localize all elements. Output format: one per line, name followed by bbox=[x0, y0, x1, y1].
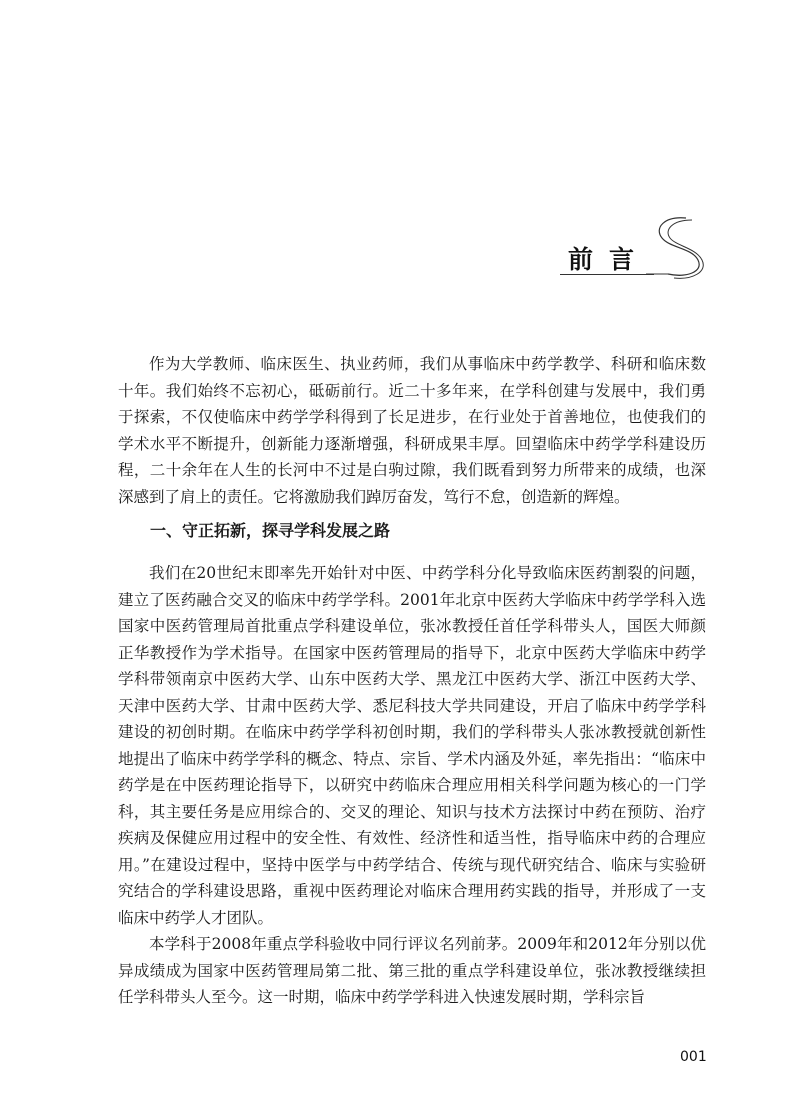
page-title: 前言 bbox=[568, 245, 651, 274]
paragraph-section1: 我们在20世纪末即率先开始针对中医、中药学科分化导致临床医药割裂的问题，建立了医药融合交叉的临床中药学学科。2001年北京中医药大学临床中药学学科入选国家中医药管理局首批重点学科建设单位，张冰教授任首任学科带头人，国医大师颜正华教授作为学术指导。在国家中医药管理局的指导下，北京中医药大学临床中药学学科带领南京中医药大学、山东中医药大学、黑龙江中医药大学、浙江中医药大学、天津中医药大学、甘肃中医药大学、悉尼科技大学共同建设，开启了临床中药学学科建设的初创时期。在临床中药学学科初创时期，我们的学科带头人张冰教授就创新性地提出了临床中药学学科的概念、特点、宗旨、学术内涵及外延，率先指出：“临床中药学是在中医药理论指导下，以研究中药临床合理应用相关科学问题为核心的一门学科，其主要任务是应用综合的、交叉的理论、知识与技术方法探讨中药在预防、治疗疾病及保健应用过程中的安全性、有效性、经济性和适当性，指导临床中药的合理应用。”在建设过程中，坚持中医学与中药学结合、传统与现代研究结合、临床与实验研究结合的学科建设思路，重视中医药理论对临床合理用药实践的指导，并形成了一支临床中药学人才团队。 bbox=[118, 564, 706, 927]
paragraph-intro: 作为大学教师、临床医生、执业药师，我们从事临床中药学教学、科研和临床数十年。我们始终不忘初心，砥砺前行。近二十多年来，在学科创建与发展中，我们勇于探索，不仅使临床中药学学科得到了长足进步，在行业处于首善地位，也使我们的学术水平不断提升，创新能力逐渐增强，科研成果丰厚。回望临床中药学学科建设历程，二十余年在人生的长河中不过是白驹过隙，我们既看到努力所带来的成绩，也深深感到了肩上的责任。它将激励我们踔厉奋发，笃行不怠，创造新的辉煌。 bbox=[118, 355, 706, 506]
paragraph-section2: 本学科于2008年重点学科验收中同行评议名列前茅。2009年和2012年分别以优异成绩成为国家中医药管理局第二批、第三批的重点学科建设单位，张冰教授继续担任学科带头人至今。这一时期，临床中药学学科进入快速发展时期，学科宗旨 bbox=[118, 935, 706, 1006]
section-heading: 一、守正拓新，探寻学科发展之路 bbox=[150, 521, 391, 540]
chapter-title-block bbox=[560, 214, 720, 284]
title-underline bbox=[560, 274, 654, 275]
swirl-decoration-icon bbox=[646, 214, 710, 280]
page-number: 001 bbox=[680, 1049, 707, 1065]
body-text bbox=[118, 351, 706, 1011]
